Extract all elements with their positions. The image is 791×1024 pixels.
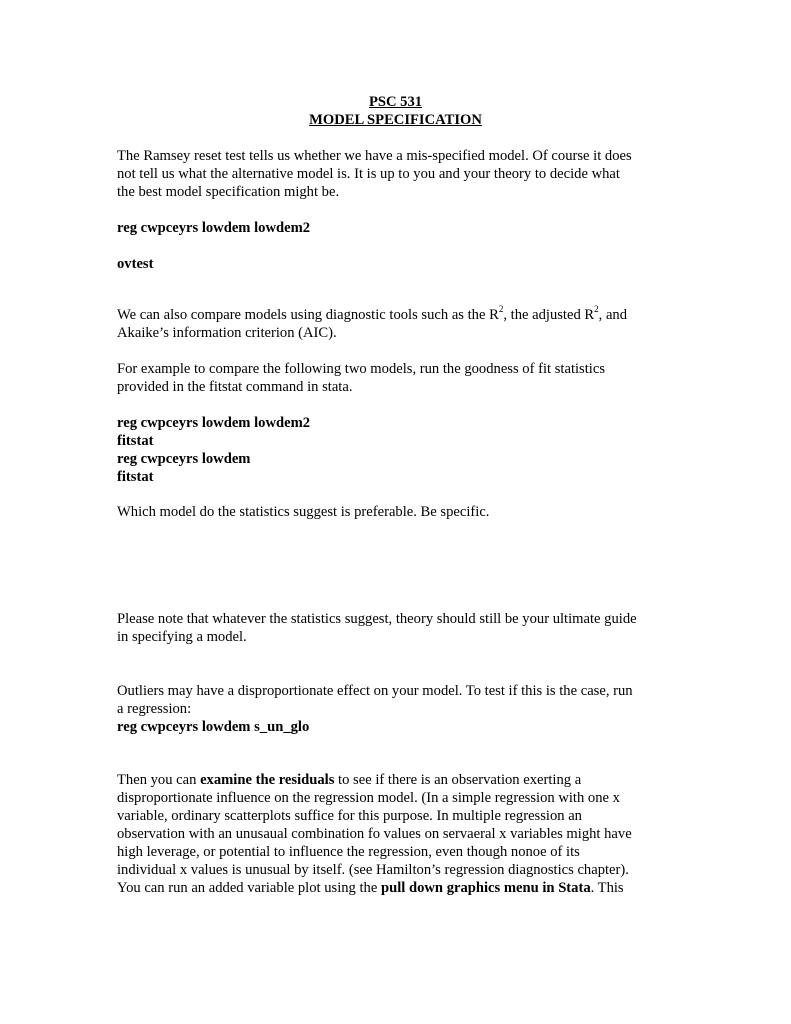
paragraph-line xyxy=(117,772,581,790)
paragraph-line: variable, ordinary scatterplots suffice for this purpose. In multiple regression an xyxy=(117,808,582,824)
paragraph-line: not tell us what the alternative model is. It is up to you and your theory to decide what xyxy=(117,166,620,182)
text-span: . This xyxy=(590,880,624,896)
text-span: We can also compare models using diagnostic tools such as the R xyxy=(117,307,499,323)
paragraph-line: observation with an unusaual combination fo values on servaeral x variables might have xyxy=(117,826,632,842)
text-span: You can run an added variable plot using the xyxy=(117,880,381,896)
paragraph-line: individual x values is unusual by itself. (see Hamilton’s regression diagnostics chapter). xyxy=(117,862,629,878)
paragraph-line: high leverage, or potential to influence the regression, even though nonoe of its xyxy=(117,844,580,860)
paragraph-line: disproportionate influence on the regression model. (In a simple regression with one x xyxy=(117,790,620,806)
paragraph-line: Akaike’s information criterion (AIC). xyxy=(117,325,337,341)
paragraph-line xyxy=(117,880,624,898)
paragraph-line: a regression: xyxy=(117,701,192,717)
paragraph-line xyxy=(117,304,628,325)
paragraph-line: provided in the fitstat command in stata. xyxy=(117,379,353,395)
paragraph-line: Please note that whatever the statistics suggest, theory should still be your ultimate guide xyxy=(117,611,637,627)
bold-span: pull down graphics menu in Stata xyxy=(380,880,591,896)
paragraph-line: The Ramsey reset test tells us whether we have a mis-specified model. Of course it does xyxy=(117,148,632,164)
paragraph-line: the best model specification might be. xyxy=(117,184,340,200)
superscript: 2 xyxy=(498,304,504,315)
bold-span: examine the residuals xyxy=(200,772,335,788)
stata-command: ovtest xyxy=(117,256,154,272)
stata-command: fitstat xyxy=(117,469,154,485)
paragraph-line: For example to compare the following two models, run the goodness of fit statistics xyxy=(117,361,605,377)
text-span: Then you can xyxy=(117,772,201,788)
course-title: PSC 531 xyxy=(368,94,423,110)
superscript: 2 xyxy=(594,304,599,315)
question-line: Which model do the statistics suggest is preferable. Be specific. xyxy=(117,504,490,520)
stata-command: reg cwpceyrs lowdem s_un_glo xyxy=(117,719,310,735)
text-span: to see if there is an observation exerting a xyxy=(334,772,582,788)
stata-command: reg cwpceyrs lowdem lowdem2 xyxy=(117,220,311,236)
stata-command: reg cwpceyrs lowdem lowdem2 xyxy=(117,415,311,431)
paragraph-line: Outliers may have a disproportionate effect on your model. To test if this is the case, run xyxy=(117,683,633,699)
topic-title: MODEL SPECIFICATION xyxy=(309,112,482,128)
stata-command: reg cwpceyrs lowdem xyxy=(117,451,251,467)
paragraph-line: in specifying a model. xyxy=(117,629,247,645)
text-span: , the adjusted R xyxy=(503,307,595,323)
text-span: , and xyxy=(598,307,628,323)
stata-command: fitstat xyxy=(117,433,154,449)
